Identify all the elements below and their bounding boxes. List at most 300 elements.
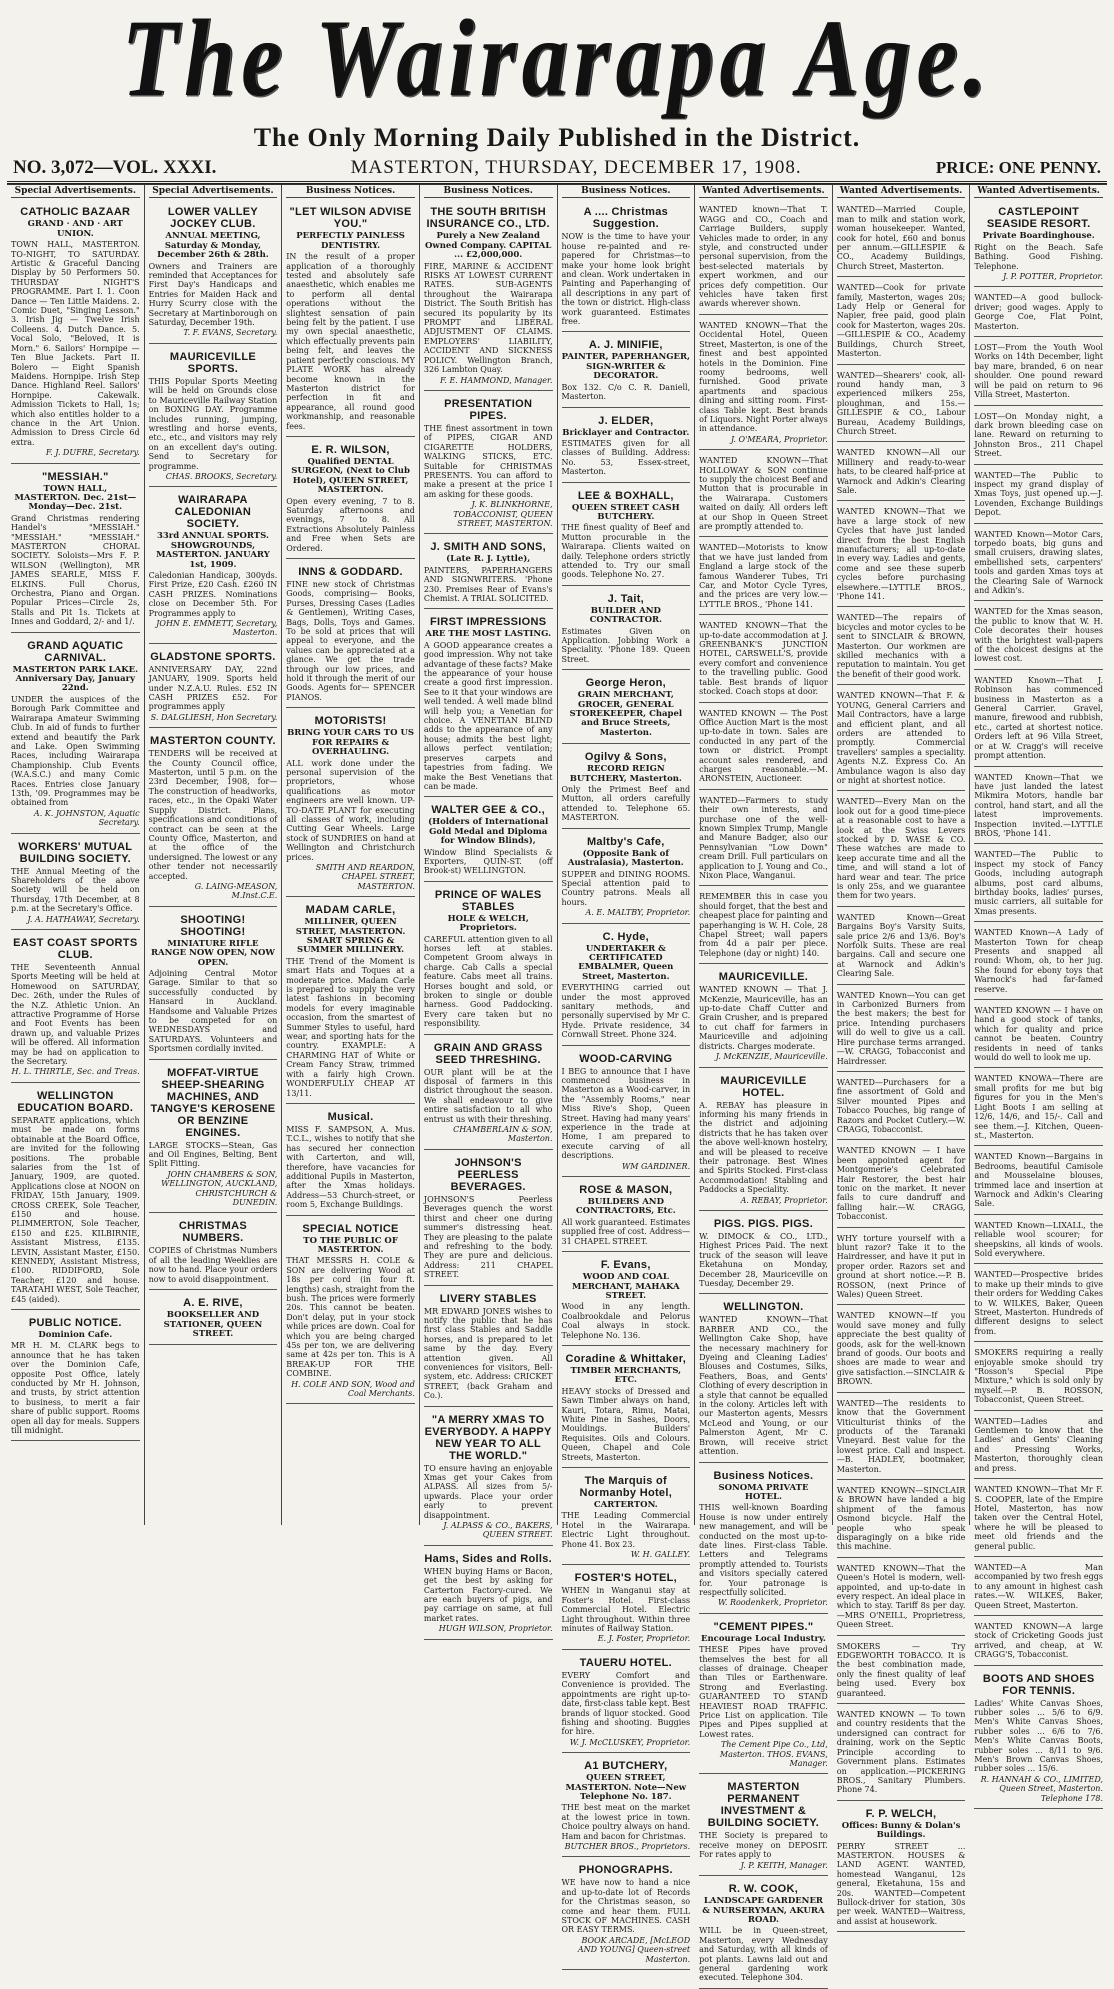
ad-body: SMOKERS — Try EDGEWORTH TOBACCO. It is the best combination made, only the finest quality of leaf being used. Every box guaranteed.: [836, 1641, 966, 1698]
ad-subtitle: Private Boardinghouse.: [982, 231, 1095, 242]
advertisement: [837, 1395, 966, 1480]
ad-body: WANTED KNOWN—If you would save money and fully appreciate the best quality of goods, ask for the well-known brand of goods. Our boots and shoes are made to wear and give satisfaction.—SINCLAIR & BROWN.: [836, 1311, 966, 1387]
advertisement: [11, 466, 140, 633]
ad-body: THIS well-known Boarding House is now under entirely new management, and will be conducted on the most up-to-date lines. First-class Table. Letters and Telegrams promptly attended to. Tourists and visitors specially catered for. Your patronage is respectfully solicited.: [699, 1503, 828, 1597]
ad-body: Estimates Given on Application. Jobbing Work a Speciality. 'Phone 189. Queen Street.: [561, 626, 691, 664]
advertisement: [149, 909, 278, 1060]
advertisement: [149, 1062, 278, 1214]
column-2: [145, 185, 283, 1525]
ad-subtitle: ANNUAL MEETING, Saturday & Monday, December 26th & 28th.: [157, 231, 269, 261]
ad-signature: H. L. THIRTLE, Sec. and Treas.: [11, 1067, 140, 1077]
ad-body: WANTED Known—Great Bargains Boy's Varsity Suits, sale price 2/6 and 13/6. Boy's Norfolk Suits. These are real bargains. Call and secure one at Warnock and Adkin's Clearing Sale.: [836, 912, 966, 979]
ad-body: WANTED—Married Couple, man to milk and station work, woman housekeeper. Wanted, cook for hotel, £60 and bonus per annum.—GILLESPIE & CO., Academy Buildings, Church Street, Masterton.: [836, 205, 966, 271]
ad-title: A. E. RIVE,: [183, 1297, 243, 1310]
ad-body: Only the Primest Beef and Mutton, all orders carefully attended to. Telephone 65. MASTERTON.: [561, 785, 691, 823]
advertisement: [974, 1413, 1103, 1479]
ad-title: R. W. COOK,: [728, 1883, 799, 1896]
ad-signature: W. J. McCLUSKEY, Proprietor.: [569, 1737, 691, 1747]
advertisement: [974, 339, 1103, 405]
advertisement: [562, 1652, 691, 1753]
masthead: [7, 0, 1107, 153]
advertisement: [699, 201, 828, 314]
ad-subtitle: HOLE & WELCH, Proprietors.: [447, 913, 529, 934]
column-heading: Special Advertisements.: [11, 187, 140, 198]
ad-subtitle: Offices: Bunny & Dolan's Buildings.: [841, 1820, 961, 1841]
ad-signature: E. J. Foster, Proprietor.: [597, 1634, 691, 1644]
ad-body: THE Annual Meeting of the Shareholders of the above Society will be held on Thursday, 17th December, at 8 p.m. at the Secretary's Office.: [11, 866, 140, 914]
ad-body: HEAVY stocks of Dressed and Sawn Timber always on hand, Kauri, Totara, Rimu, Matai, White Pine in Sashes, Doors, Mouldings. Builders' Requisites. Oils and Colours. Queen, Chapel and Cole Streets, Masterton.: [561, 1386, 691, 1462]
ad-signature: H. COLE AND SON, Wood and Coal Merchants.: [291, 1379, 415, 1399]
advertisement: [286, 1106, 415, 1216]
ad-body: WANTED—Farmers to study their own interests, and purchase one of the well-known Simplex Trump, Mangle and Manure Badger, also our Pennsylvanian "Low Down" cream Drill. Full particulars on application to J. Young and Co., Nixon Place, Wanganui.: [699, 795, 828, 880]
ad-body: WANTED KNOWA—There are small profits for me but big figures for you in the Men's Light Boots I am selling at 12/6, 14/6, and 15/-. Call and see them.—J. Kitchen, Queen-st., Masterton.: [974, 1074, 1103, 1140]
ad-subtitle: QUEEN STREET, MASTERTON. Note—New Telephone No. 187.: [565, 1773, 687, 1802]
advertisement: [149, 201, 278, 343]
ad-signature: JOHN CHAMBERS & SON, WELLINGTON, AUCKLAND, CHRISTCHURCH & DUNEDIN.: [161, 1169, 278, 1208]
ad-body: SEPARATE applications, which must be made on forms obtainable at the Board Office, are invited for the following positions. The probable salaries from the 1st of January, 1909, are quoted. Applications close at NOON on FRIDAY, 15th January, 1909. CROSS CREEK, Sole Teacher, £150 and house. PLIMMERTON, Sole Teacher, £150 and £25. KILBIRNIE, Assistant Mistress, £135. LEVIN, Assistant Master, £150. KENNEDY, Assistant Mistress, £100. RIDDIFORD, Sole Teacher, £120 and house. TARATAHI WEST, Sole Teacher, £45 (aided).: [11, 1115, 140, 1304]
advertisement: [562, 1348, 691, 1468]
advertisement: [424, 1037, 553, 1150]
advertisement: [974, 924, 1103, 1000]
ad-body: THE Trend of the Moment is smart Hats and Toques at a moderate price. Madam Carle is prepared to supply the very latest fashions in becoming models for every imaginable occasion, from the smartest of Summer Styles to useful, hard wear, and sporting hats for the country. EXAMPLE: A CHARMING HAT of White or Cream Fancy Straw, trimmed with a fairly high Crown. WONDERFULLY CHEAP AT 13/11.: [286, 956, 415, 1098]
ad-body: THE finest assortment in town of PIPES, CIGAR AND CIGARETTE HOLDERS, WALKING STICKS, ETC. Suitable for CHRISTMAS PRESENTS. You can afford to make a present at the price I am asking for these goods.: [423, 423, 553, 499]
advertisement: [837, 201, 966, 277]
ad-body: CAREFUL attention given to all horses left at stables. Competent Groom always in charge. Cab Calls a special feature. Cabs meet all trains. Horses bought and sold, or broken to single or double harness. Good Paddocking. Every care taken but no responsibility.: [423, 934, 553, 1029]
advertisement: [424, 799, 553, 881]
ad-title: Ogilvy & Sons,: [584, 751, 667, 764]
advertisement: [837, 1230, 966, 1306]
ad-title: C. Hyde,: [602, 930, 650, 943]
ad-body: WHEN in Wanganui stay at Foster's Hotel. First-class Commercial Hotel. Electric Light throughout. Within three minutes of Railway Station.: [561, 1586, 691, 1634]
ad-body: LARGE STOCKS—Stean, Gas and Oil Engines, Belting, Bent Split Fitting.: [148, 1140, 278, 1169]
ad-body: FIRE, MARINE & ACCIDENT RISKS AT LOWEST CURRENT RATES. SUB-AGENTS throughout the Wairarapa District. The South British has secured its popularity by its PROMPT and LIBERAL ADJUSTMENT OF CLAIMS. EMPLOYERS' LIABILITY, ACCIDENT AND SICKNESS POLICY. Wellington Branch, 326 Lambton Quay.: [423, 261, 553, 375]
ad-title: PRINCE OF WALES STABLES: [434, 888, 542, 913]
advertisement: [562, 485, 691, 586]
advertisement: [974, 1668, 1103, 1809]
ad-subtitle: PAINTER, PAPERHANGER, SIGN-WRITER & DECORATOR.: [561, 352, 690, 382]
advertisement: [974, 201, 1103, 287]
ad-subtitle: QUEEN STREET CASH BUTCHERY.: [571, 502, 680, 522]
ad-body: WANTED KNOWN—That the up-to-date accommodation at J. GREENBANK'S JUNCTION HOTEL, CARSWELL'S, provide every comfort and convenience to the travelling public. Good table. Best brands of liquor stocked. Coach stops at door.: [699, 621, 828, 697]
ad-title: PIGS. PIGS. PIGS.: [713, 1217, 814, 1230]
advertisement: [699, 1465, 828, 1614]
ad-body: WANTED—Cook for private family, Masterton, wages 20s; Lady Help or General for Napier, free paid, good plain cook for Masterton, wages 20s.—GILLESPIE & CO., Academy Buildings, Church Street, Masterton.: [836, 283, 966, 359]
advertisement: [562, 1859, 691, 1970]
ad-title: LEE & BOXHALL,: [577, 489, 674, 502]
ad-subtitle: BOOKSELLER AND STATIONER, QUEEN STREET.: [163, 1310, 263, 1339]
advertisement: [11, 932, 140, 1083]
column-7: [833, 185, 971, 1926]
ad-subtitle: LANDSCAPE GARDENER & NURSERYMAN, AKURA ROAD.: [702, 1896, 825, 1925]
advertisement: [974, 408, 1103, 465]
advertisement: [562, 201, 691, 332]
advertisement: [562, 1179, 691, 1252]
ad-body: ESTIMATES given for all classes of Building. Address: No. 53, Essex-street, Masterton.: [561, 438, 691, 477]
ad-title: PUBLIC NOTICE.: [28, 1317, 122, 1329]
advertisement: [699, 1616, 828, 1775]
ad-subtitle: Encourage Local Industry.: [700, 1633, 826, 1644]
ad-signature: J. K. BLINKHORNE, TOBACCONIST, QUEEN STREET, MASTERTON.: [453, 500, 553, 528]
ad-title: J. ELDER,: [598, 414, 654, 427]
ad-body: WANTED KNOWN — The Post Office Auction Mart is the most up-to-date in town. Sales are conducted in any part of the town or district. Prompt account sales rendered, and charges reasonable.—M. ARONSTEIN, Auctioneer.: [699, 708, 828, 784]
ad-body: THAT MESSRS H. COLE & SON are delivering Wood at 18s per cord (in four ft. lengths) cash, straight from the bush. The prices were formerly 20s. This cannot be beaten. Don't delay, put in your stock while prices are down. Coal for which you are being charged 45s per ton, we are delivering same at 42s per ton. This is A BREAK-UP FOR THE COMBINE.: [286, 1256, 415, 1379]
ad-signature: BOOK ARCADE, [McLEOD AND YOUNG] Queen-street Masterton.: [577, 1935, 691, 1964]
advertisement: [974, 1266, 1103, 1342]
ad-title: THE SOUTH BRITISH INSURANCE CO., LTD.: [426, 206, 550, 231]
advertisement: [974, 289, 1103, 337]
advertisement: [286, 1218, 415, 1405]
advertisement: [424, 1152, 553, 1286]
ad-title: Musical.: [327, 1110, 374, 1123]
issue-date: MASTERTON, THURSDAY, DECEMBER 17, 1908.: [350, 157, 802, 178]
issue-number: NO. 3,072—VOL. XXXI.: [13, 157, 217, 178]
advertisement: [837, 1074, 966, 1140]
ad-subtitle: BUILDERS AND CONTRACTORS, Etc.: [575, 1197, 676, 1217]
advertisement: [699, 1070, 828, 1211]
advertisement: [11, 1085, 140, 1310]
ad-subtitle: BUILDER AND CONTRACTOR.: [589, 605, 663, 626]
ad-subtitle: MASTERTON PARK LAKE. Anniversary Day, January 22nd.: [12, 664, 139, 694]
ad-signature: J. A. HATHAWAY, Secretary.: [27, 914, 140, 924]
advertisement: [837, 909, 966, 985]
ad-signature: F. J. DUFRE, Secretary.: [45, 448, 140, 458]
ad-body: REMEMBER this in case you should forget, that the best and cheapest place for painting and paperhanging is W. H. Cole, 28 Chapel Street; wall papers from 4d a pair per piece. Telephone (day or night) 140.: [699, 892, 828, 958]
advertisement: [974, 846, 1103, 922]
ad-body: EVERY Comfort and Convenience is provided. The appointments are right up-to-date, first-class table kept. Best brands of liquor stocked. Good fishing and shooting. Buggies for hire.: [561, 1670, 691, 1737]
ad-signature: HUGH WILSON, Proprietor.: [438, 1624, 553, 1634]
ad-title: GLADSTONE SPORTS.: [150, 650, 276, 663]
ad-body: WANTED KNOWN — I have on hand a good stock of tanks, which for quality and price cannot be beaten. Country residents in need of tanks would do well to look me up.: [974, 1006, 1103, 1063]
ad-body: WANTED—Motorists to know that we have just landed from England a large stock of the famous Wanderer Tubes, Tri Car, and Motor Cycle Tyres, and the prices are very low.—LYTTLE BROS., 'Phone 141.: [699, 543, 828, 609]
ad-body: All work guaranteed. Estimates supplied free of cost. Address— 31 CHAPEL STREET.: [561, 1217, 691, 1246]
ad-title: WAIRARAPA CALEDONIAN SOCIETY.: [174, 494, 252, 531]
ad-body: COPIES of Christmas Numbers of all the leading Weeklies are now to hand. Place your orders now to avoid disappointment.: [148, 1246, 278, 1284]
ad-body: WANTED—A good bullock-driver; good wages. Apply to George Coe, Flat Point, Masterton.: [974, 293, 1103, 331]
ad-body: JOHNSON'S Peerless Beverages quench the worst thirst and cheer one during summer's distressing heat. They are pleasing to the palate and refreshing to the body. They are pure and delicious. Address: 211 CHAPEL STREET.: [423, 1194, 553, 1280]
masthead-subtitle: The Only Morning Daily Published in the District.: [253, 123, 861, 152]
ad-body: PAINTERS, PAPERHANGERS AND SIGNWRITERS. 'Phone 230. Premises Rear of Evans's Chemist. A TRIAL SOLICITED.: [423, 565, 553, 603]
ad-body: THE Society is prepared to receive money on DEPOSIT. For rates apply to: [699, 1831, 828, 1860]
ad-body: WANTED Known—That we have just landed the latest Mikmira Motors, handle bar control, hand start, and all the latest improvements. Inspection invited.—LYTTLE BROS, 'Phone 141.: [974, 772, 1103, 838]
advertisement: [149, 646, 278, 728]
advertisement: [974, 526, 1103, 602]
ad-title: MAURICEVILLE.: [718, 971, 809, 984]
ad-body: WE have now to hand a nice and up-to-date lot of Records for the Christmas season, so come and hear them. FULL STOCK OF MACHINES. CASH OR EASY TERMS.: [561, 1878, 691, 1935]
column-6: [695, 185, 833, 1983]
ad-body: LOST—On Monday night, a dark brown bleeding case on lane. Reward on returning to Johnston Bros., 211 Chapel Street.: [974, 411, 1103, 459]
ad-body: WANTED Known—That J. Robinson has commenced business in Masterton as a General Carrier. Gravel, manure, firewood and rubbish, etc., carted at shortest notice. Orders left at 96 Villa Street, or at W. Cragg's will receive prompt attention.: [974, 675, 1103, 761]
ad-subtitle: (Holders of International Gold Medal and Diploma for Window Blinds),: [428, 817, 549, 847]
advertisement: [699, 1776, 828, 1876]
advertisement: [149, 489, 278, 643]
ad-subtitle: GRAND · AND · ART UNION.: [27, 219, 123, 239]
ad-title: The Marquis of Normanby Hotel,: [579, 1475, 673, 1499]
advertisement: [562, 1254, 691, 1346]
ad-body: Owners and Trainers are reminded that Acceptances for First Day's Handicaps and Entries for Maiden Hack and Hurry Scurry close with the Secretary at Martinborough on Saturday, December 19th.: [148, 261, 278, 328]
ad-body: WANTED—Purchasers for a fine assortment of Gold and Silver mounted Pipes and Tobacco Pouches, big range of Razors and Pocket Cutlery.—W. CRAGG, Tobacconist.: [836, 1077, 966, 1134]
ad-signature: G. LAING-MEASON, M.Inst.C.E.: [194, 881, 278, 901]
ad-body: WANTED for the Xmas season, the public to know that W. H. Cole decorates their houses with the brightest wall-papers of the choicest designs at the lowest cost.: [974, 607, 1103, 664]
ad-title: Business Notices.: [713, 1469, 814, 1482]
advertisement: [699, 1878, 828, 1989]
advertisement: [974, 603, 1103, 669]
ad-body: WHY torture yourself with a blunt razor? Take it to the Hairdresser, and have it put in proper order. Razors set and ground at short notice.—P. B. ROSSON, (next Prince of Wales) Queen Street.: [836, 1233, 966, 1300]
ad-body: THE best meat on the market at the lowest price in town. Choice poultry always on hand. Ham and bacon for Christmas.: [561, 1803, 691, 1841]
ad-subtitle: TOWN HALL, MASTERTON. Dec. 21st—Monday—Dec. 21st.: [14, 483, 137, 513]
advertisement: [974, 1070, 1103, 1146]
ad-title: MAURICEVILLE SPORTS.: [169, 350, 256, 375]
ad-signature: W. Roodenkerk, Proprietor.: [718, 1598, 828, 1608]
advertisement: [286, 899, 415, 1104]
ad-body: WHEN buying Hams or Bacon, get the best by asking for Carterton Factory-cured. We are each buyers of pigs, and pay carriage on same, at full market rates.: [423, 1566, 553, 1623]
ad-title: BOOTS AND SHOES FOR TENNIS.: [982, 1672, 1095, 1697]
ad-body: EVERYTHING carried out under the most approved sanitary methods, and personally supervised by Mr C. Hyde. Private residence, 34 Cornwall Street. Phone 324.: [561, 983, 691, 1040]
advertisement: [837, 1803, 966, 1932]
ad-title: TAUERU HOTEL.: [579, 1656, 672, 1669]
ad-subtitle: (Late R. J. Lyttle),: [446, 554, 531, 565]
ad-body: THE finest quality of Beef and Mutton procurable in the Wairarapa. Clients waited on daily. Telephone orders strictly attended to. Try our small goods. Telephone No. 27.: [561, 523, 691, 580]
column-5: [558, 185, 696, 1964]
ad-body: WANTED Known—Motor Cars, torpedo boats, big guns and small cruisers, drawing slates, embellished sets, carpenters' tools and garden Xmas toys at the Clearing Sale of Warnock and Adkin's.: [974, 529, 1103, 595]
advertisement: [699, 966, 828, 1067]
advertisement: [837, 687, 966, 791]
ad-body: MISS F. SAMPSON, A. Mus. T.C.L., wishes to notify that she has secured her connection with Carterton, and will, therefore, have vacancies for additional Pupils in Masterton, after the Xmas holidays. Address—53 Church-street, or room 5, Exchange Buildings.: [286, 1124, 415, 1210]
advertisement: [562, 1470, 691, 1565]
column-8: [970, 185, 1107, 1803]
ad-body: WANTED KNOWN—That we have a large stock of new Cycles that have just landed direct from the best English manufacturers; all up-to-date in every way. Ladies and gents, come and see these superb cycles before purchasing elsewhere.—LYTTLE BROS., 'Phone 141.: [836, 507, 966, 602]
ad-body: WANTED—Every Man on the look out for a good time-piece at a reasonable cost to have a look at the Swiss Levers stocked by D. WASE & CO. These watches are made to keep accurate time and all the time, and will stand a lot of hard wear and tear. The price is only 25s, and we guarantee them for two years.: [836, 797, 966, 901]
advertisement: [286, 439, 415, 559]
ad-body: WANTED—Ladies and Gentlemen to know that the Ladies' and Gents' Cleaning and Pressing Works, Masterton, thoroughly clean and press.: [974, 1416, 1103, 1473]
advertisement: [837, 1307, 966, 1392]
ad-signature: T. F. EVANS, Secretary.: [183, 328, 278, 338]
ad-body: Caledonian Handicap, 300yds. First Prize, £20 Cash. £260 IN CASH PRIZES. Nominations close on December 5th. For Programmes apply to: [148, 570, 278, 618]
ad-body: A. REBAY has pleasure in informing his many friends in the district and adjoining districts that he has taken over the above well-known hostelry, and will be pleased to receive their patronage. Best Wines and Spirits Stocked. First-class Accommodation! Stabling and Paddocks a Speciality.: [699, 1100, 828, 1195]
advertisement: [699, 1296, 828, 1462]
column-heading: Wanted Advertisements.: [699, 187, 828, 198]
ad-title: WORKERS' MUTUAL BUILDING SOCIETY.: [18, 840, 133, 865]
ad-title: A1 BUTCHERY,: [584, 1760, 668, 1773]
ad-body: WANTED KNOWN—That HOLLOWAY & SON continue to supply the choicest Beef and Mutton that is procurable in the Wairarapa. Customers waited on daily. All orders left at our Shop in Queen Street are promptly attended to.: [699, 456, 828, 531]
advertisement: [837, 1560, 966, 1636]
ad-body: WANTED Known—Bargains in Bedrooms, beautiful Camisole and Mousselaine blouses, trimmed lace and insertion at Warnock and Adkin's Clearing Sale.: [974, 1152, 1103, 1209]
ad-signature: J. McKENZIE, Mauriceville.: [715, 1052, 828, 1062]
ad-body: Adjoining Central Motor Garage. Similar to that so successfully conducted by Hansard in Auckland. Handsome and Valuable Prizes to be competed for on WEDNESDAYS and SATURDAYS. Volunteers and Sportsmen cordially invited.: [148, 968, 278, 1054]
ad-subtitle: TIMBER MERCHANTS, ETC.: [570, 1365, 682, 1386]
ad-title: PRESENTATION PIPES.: [444, 397, 533, 422]
dateline: [7, 153, 1107, 184]
ad-title: WELLINGTON.: [723, 1301, 804, 1314]
ad-title: "CEMENT PIPES.": [713, 1620, 814, 1633]
advertisement: [424, 201, 553, 391]
advertisement: [286, 201, 415, 437]
column-heading: Business Notices.: [286, 187, 415, 198]
ad-body: WILL be in Queen-street, Masterton, every Wednesday and Saturday, with all kinds of pot plants. Lawns laid out and general gardening work executed. Telephone 304.: [699, 1926, 828, 1983]
ad-body: W. DIMOCK & CO., LTD., Highest Prices Paid. The next truck of the season will leave Eketahuna on Monday, December 28, Mauriceville on Tuesday, December 29.: [699, 1231, 828, 1288]
ad-title: MASTERTON PERMANENT INVESTMENT & BUILDING SOCIETY.: [707, 1781, 820, 1830]
ad-signature: CHAS. BROOKS, Secretary.: [165, 471, 278, 481]
ad-body: WANTED KNOWN—That BARBER AND CO., the Wellington Cake Shop, have the necessary machinery for Dyeing and Cleaning Ladies' Blouses and Costumes, Silks, Feathers, Boas, and Gents' Clothing of every description in a style that cannot be equalled in the colony. Articles left with our Masterton agents, Messrs McLeod and Young, or our Palmerston Agent, Mr C. Brown, will receive strict attention.: [699, 1315, 828, 1457]
advertisement: [562, 926, 691, 1046]
advertisement: [699, 888, 828, 964]
ad-body: TOWN HALL, MASTERTON. TO-NIGHT, TO SATURDAY. Artistic & Graceful Dancing Display by 50 Performers 50. THURSDAY NIGHT'S PROGRAMME. Part I. 1. Coon Dance — Ten Little Maidens. 2. Comic Duet, "Singing Lesson." 3. Irish Jig — Twelve Irish Colleens. 4. Dutch Dance. 5. Vocal Solo, "Beloved, It is Morn." 6. Sailors' Hornpipe — Ten Blue Jackets. Part II. Bolero — Eight Spanish Maidens. Hornpipe. Irish Step Dance. Highland Reel. Sailors' Hornpipe. Cakewalk. Admission Tickets to Hall, 1s; which also entitles holder to a chance in the Art Union. Admission to Dress Circle 6d extra.: [11, 240, 140, 447]
column-heading: Special Advertisements.: [149, 187, 278, 198]
advertisement: [424, 884, 553, 1035]
ad-title: WOOD-CARVING: [579, 1052, 673, 1065]
advertisement: [149, 730, 278, 907]
ad-body: ANNIVERSARY DAY, 22nd JANUARY, 1909. Sports held under N.Z.A.U. Rules. £52 IN CASH PRIZES £52. For programmes apply: [148, 664, 278, 712]
ad-title: LOWER VALLEY JOCKEY CLUB.: [167, 206, 259, 231]
ad-title: FIRST IMPRESSIONS: [430, 616, 547, 629]
ad-title: MOTORISTS!: [314, 715, 387, 728]
advertisement: [424, 1548, 553, 1640]
ad-signature: SMITH AND REARDON, CHAPEL STREET, MASTERTON.: [315, 862, 415, 891]
ad-subtitle: SONOMA PRIVATE HOTEL.: [718, 1482, 809, 1502]
ad-body: WANTED—The Public to inspect my stock of Fancy Goods, including autograph albums, post card albums, birthday books, ladies' purses, music carriers, all suitable for Xmas presents.: [974, 850, 1103, 916]
ad-signature: J. P. POTTER, Proprietor.: [1002, 272, 1103, 282]
advertisement: [149, 1215, 278, 1290]
ad-signature: F. E. HAMMOND, Manager.: [440, 375, 553, 385]
advertisement: [837, 367, 966, 443]
advertisement: [837, 1706, 966, 1801]
ad-subtitle: MINIATURE RIFLE RANGE NOW OPEN, NOW OPEN.: [150, 938, 275, 968]
ad-signature: BUTCHER BROS., Proprietors.: [564, 1841, 691, 1851]
ad-body: UNDER the auspices of the Borough Park Committee and Wairarapa Amateur Swimming Club. In aid of funds to further extend and beautify the Park and Lake. Open Swimming Races, including Wairarapa Championship. Club Events (W.A.S.C.) and many Comic Races. Entries close January 13th, '09. Programmes may be obtained from: [11, 694, 140, 808]
column-heading: Business Notices.: [562, 187, 691, 198]
ad-title: JOHNSON'S PEERLESS BEVERAGES.: [450, 1156, 526, 1193]
ad-body: WANTED—A Man accompanied by two fresh eggs to any amount in highest cash rates.—W. WILKES, Baker, Queen Street, Masterton.: [974, 1562, 1103, 1610]
ad-title: CHRISTMAS NUMBERS.: [178, 1220, 247, 1245]
ad-signature: J. ALPASS & CO., BAKERS, QUEEN STREET.: [443, 1521, 553, 1540]
ad-body: THE Leading Commercial Hotel in the Wairarapa. Electric Light throughout. Phone 41. Box 23.: [561, 1511, 691, 1549]
ad-title: MASTERTON COUNTY.: [149, 735, 276, 748]
advertisement: [562, 1567, 691, 1649]
ad-body: WANTED KNOWN — I have been appointed agent for Montgomerie's Celebrated Hair Restorer, the best hair tonic on the market. It never fails to cure dandruff and falling hair.—W. CRAGG, Tobacconist.: [836, 1146, 966, 1222]
advertisement: [837, 503, 966, 607]
column-heading: Business Notices.: [424, 187, 553, 198]
ad-body: SMOKERS requiring a really enjoyable smoke should try "Rosson's Special Pipe Mixture," which is sold only by myself.—P. B. ROSSON, Tobacconist, Queen Street.: [974, 1348, 1103, 1405]
advertisement: [562, 334, 691, 407]
ad-body: IN the result of a proper application of a thoroughly tested and absolutely safe anaesthetic, which enables me to perform all dental operations without the slightest sensation of pain being felt by the patient. I use my own special anaesthetic, which effectually prevents pain being felt, and leaves the patient perfectly conscious. MY PLATE WORK has already become known in the Masterton district for perfection in fit and appearance, all round good workmanship, and reasonable fees.: [286, 252, 415, 431]
ad-signature: A. REBAY, Proprietor.: [740, 1195, 828, 1205]
ad-signature: A. E. MALTBY, Proprietor.: [585, 908, 691, 918]
advertisement: [424, 611, 553, 797]
ad-body: WANTED known—That T. WAGG and CO., Coach and Carriage Builders, supply Vehicles made to order, in any style, and constructed under personal supervision, from the best-selected materials by expert workmen, and our prices defy competition. Our vehicles have taken first awards wherever shown.: [699, 205, 828, 309]
ad-subtitle: Bricklayer and Contractor.: [562, 427, 690, 438]
ad-title: PHONOGRAPHS.: [578, 1864, 673, 1877]
ad-body: WANTED Known—You can get in Carbonized Burners from the best makers; the best for price. Intending purchasers will do well to give us a call. Hire purchase terms arranged.—W. CRAGG, Tobacconist and Hairdresser.: [836, 990, 966, 1066]
ad-body: SUPPER and DINING ROOMS. Special attention paid to Country patrons. Meals all hours.: [561, 869, 691, 907]
advertisement: [11, 1312, 140, 1441]
ad-body: WANTED Known—A Lady of Masterton Town for cheap Presents and snapped all round: Whom, oh, to her jug. She found for ebony toys that Warnock's had far-famed reserve.: [974, 928, 1103, 994]
ad-body: WANTED Known—LIXALL, the reliable wool scourer; for sheepskins, all kinds of wools. Sold everywhere.: [974, 1220, 1103, 1258]
advertisement: [562, 1755, 691, 1857]
advertisement: [974, 672, 1103, 767]
ad-body: WANTED KNOWN—That Mr F. S. COOPER, late of the Empire Hotel, Masterton, has now taken over the Central Hotel, where he will be pleased to meet old friends and the general public.: [974, 1485, 1103, 1551]
ad-subtitle: PERFECTLY PAINLESS DENTISTRY.: [296, 231, 405, 251]
ad-subtitle: Purely a New Zealand Owned Company. CAPITAL ... £2,000,000.: [425, 231, 552, 261]
advertisement: [424, 1409, 553, 1546]
ad-subtitle: ARE THE MOST LASTING.: [425, 629, 552, 640]
advertisement: [974, 1481, 1103, 1557]
ad-body: WANTED KNOWN—SINCLAIR & BROWN have landed a big shipment of the famous Osmond bicycle. Half the people who speak disparagingly on a bike ride this machine.: [836, 1485, 966, 1552]
advertisement: [562, 672, 691, 744]
ad-body: MR H. M. CLARK begs to announce that he has taken over the Dominion Cafe, opposite Post Office, lately conducted by Mr H. Johnson, and trusts, by strict attention to business, to merit a fair share of public support. Rooms open all day for meals. Suppers till midnight.: [11, 1341, 140, 1436]
ad-subtitle: 33rd ANNUAL SPORTS. SHOWGROUNDS, MASTERTON. JANUARY 1st, 1909.: [156, 531, 270, 570]
advertisement: [11, 635, 140, 834]
ad-body: Window Blind Specialists & Exporters, QUIN-ST. (off Brook-st) WELLINGTON.: [423, 847, 553, 876]
advertisement: [837, 1482, 966, 1558]
column-4: [420, 185, 558, 1634]
ad-title: A. J. MINIFIE,: [588, 339, 663, 352]
ad-subtitle: RECORD REIGN BUTCHERY, Masterton.: [569, 764, 682, 784]
ad-body: MR EDWARD JONES wishes to notify the public that he has first class Stables and Saddle horses, and is prepared to let same by the day. Every attention given. All conveniences for visitors, Bell-system, etc. Address: CRICKET STREET, (back Graham and Co.).: [423, 1306, 553, 1401]
ad-body: WANTED KNOWN—That F. & YOUNG, General Carriers and Mail Contractors, have a large and efficient plant, and all orders are attended to promptly. Commercial travellers' samples a speciality. Agents N.Z. Express Co. An Ambulance wagon is also day or night at shortest notice.: [836, 691, 966, 785]
ad-subtitle: CARTERTON.: [593, 1500, 658, 1510]
ad-body: Box 132. C/o C. R. Daniell, Masterton.: [561, 382, 691, 402]
ad-signature: J. P. KEITH, Manager.: [740, 1860, 828, 1870]
column-3: [282, 185, 420, 1525]
ad-signature: A. K. JOHNSTON, Aquatic Secretary.: [33, 808, 140, 828]
advertisement: [562, 1048, 691, 1177]
advertisement: [974, 1217, 1103, 1265]
ad-signature: JOHN E. EMMETT, Secretary, Masterton.: [156, 619, 278, 638]
advertisement: [424, 393, 553, 534]
ad-body: WANTED—The residents to know that the Government Viticulturist thinks of the products of the Taranaki Vineyard. Best value for the lowest price. Call and inspect.—B. HADLEY, bootmaker, Masterton.: [836, 1398, 966, 1474]
ad-signature: CHAMBERLAIN & SON, Masterton.: [453, 1125, 553, 1144]
ad-title: WELLINGTON EDUCATION BOARD.: [17, 1089, 134, 1114]
ad-title: F. Evans,: [600, 1259, 651, 1272]
ad-title: "LET WILSON ADVISE YOU.": [289, 206, 412, 231]
advertisement: [699, 452, 828, 537]
ad-signature: WM GARDINER.: [621, 1161, 691, 1171]
ad-subtitle: Qualified DENTAL SURGEON, (Next to Club Hotel), QUEEN STREET, MASTERTON.: [291, 456, 410, 496]
ad-body: WANTED KNOWN—That the Occidental Hotel, Queen Street, Masterton, is one of the finest and best appointed hotels in the Dominion. Fine roomy bedrooms, well furnished. Good private apartments and spacious dining and sitting room. First-class Table kept. Best brands of Liquors. Night Porter always in attendance.: [699, 320, 828, 434]
advertisement: [149, 1292, 278, 1345]
ad-title: LIVERY STABLES: [439, 1292, 537, 1305]
ad-body: WANTED KNOWN—That the Queen's Hotel is modern, well-appointed, and up-to-date in every respect. An ideal place in which to stay. Tariff 8s per day.—MRS O'NEILL, Proprietress, Queen Street.: [836, 1563, 966, 1630]
ad-body: WANTED KNOWN — That J. McKenzie, Mauriceville, has an up-to-date Chaff Cutter and Grain Crusher, and is prepared to cut chaff for farmers in Mauriceville and adjoining districts. Charges moderate.: [699, 985, 828, 1051]
advertisement: [562, 831, 691, 924]
ad-body: Ladies' White Canvas Shoes, rubber soles ... 5/6 to 6/9. Men's White Canvas Shoes, rubber soles ... 6/6 to 7/6. Men's White Canvas Boots, rubber soles ... 8/11 to 9/6. Men's Brown Canvas Shoes, rubber soles ... 15/6.: [974, 1698, 1103, 1774]
ad-body: A GOOD appearance creates a good impression. Why not take advantage of these facts? Make the appearance of your house create a good first impression. See to it that your windows are well tended. A well made blind will help you; a Venetian for choice. A VENETIAN BLIND adds to the appearance of any house; admits the best light; allows perfect ventilation; preserves carpets and tapestries from fading. We make the Best Venetians that can be made.: [423, 640, 553, 791]
ad-subtitle: GRAIN MERCHANT, GROCER, GENERAL STOREKEEPER, Chapel and Bruce Streets, Masterton.: [569, 690, 683, 738]
ad-subtitle: BRING YOUR CARS TO US FOR REPAIRS & OVERHAULING.: [287, 728, 414, 758]
advertisement: [699, 317, 828, 450]
advertisement: [837, 1638, 966, 1704]
ad-body: Right on the Beach. Safe Bathing. Good Fishing. Telephone.: [974, 242, 1103, 271]
advertisement: [699, 792, 828, 887]
ad-title: A .... Christmas Suggestion.: [583, 206, 669, 231]
advertisement: [699, 617, 828, 702]
advertisement: [837, 1142, 966, 1227]
ad-title: FOSTER'S HOTEL,: [574, 1572, 678, 1585]
advertisement: [562, 410, 691, 483]
ad-subtitle: TO THE PUBLIC OF MASTERTON.: [303, 1235, 398, 1255]
ad-title: George Heron,: [585, 677, 666, 690]
ad-title: INNS & GODDARD.: [298, 566, 403, 578]
ad-title: E. R. WILSON,: [311, 443, 390, 456]
ad-body: Open every evening, 7 to 8. Saturday afternoons and evenings, 7 to 8. All Extractions Absolutely Painless and Free when Sets are Ordered.: [286, 496, 415, 553]
ad-body: TO ensure having an enjoyable Xmas get your Cakes from ALPASS. All sizes from 5/- upwards. Place your order early to prevent disappointment.: [423, 1463, 553, 1520]
ad-body: PERRY STREET ... MASTERTON. HOUSES & LAND AGENT. WANTED, homestead Wanganui, 12s general, Eketahuna, 15s and 20s. WANTED—Competent Bullock-driver for station, 30s per week. WANTED—Waitress, and assist at housework.: [836, 1841, 966, 1926]
ad-title: MADAM CARLE,: [305, 904, 396, 917]
ad-title: CASTLEPOINT SEASIDE RESORT.: [986, 206, 1091, 231]
ad-title: GRAIN AND GRASS SEED THRESHING.: [433, 1041, 543, 1066]
advertisement: [11, 201, 140, 463]
ad-subtitle: Dominion Cafe.: [38, 1330, 113, 1340]
ad-body: THIS Popular Sports Meeting will be held on Grounds close to Mauriceville Railway Station on BOXING DAY. Programme includes running, jumping, wrestling and horse events, etc., etc., and visitors may rely on an excellent day's outing. Send to Secretary for programme.: [148, 376, 278, 471]
